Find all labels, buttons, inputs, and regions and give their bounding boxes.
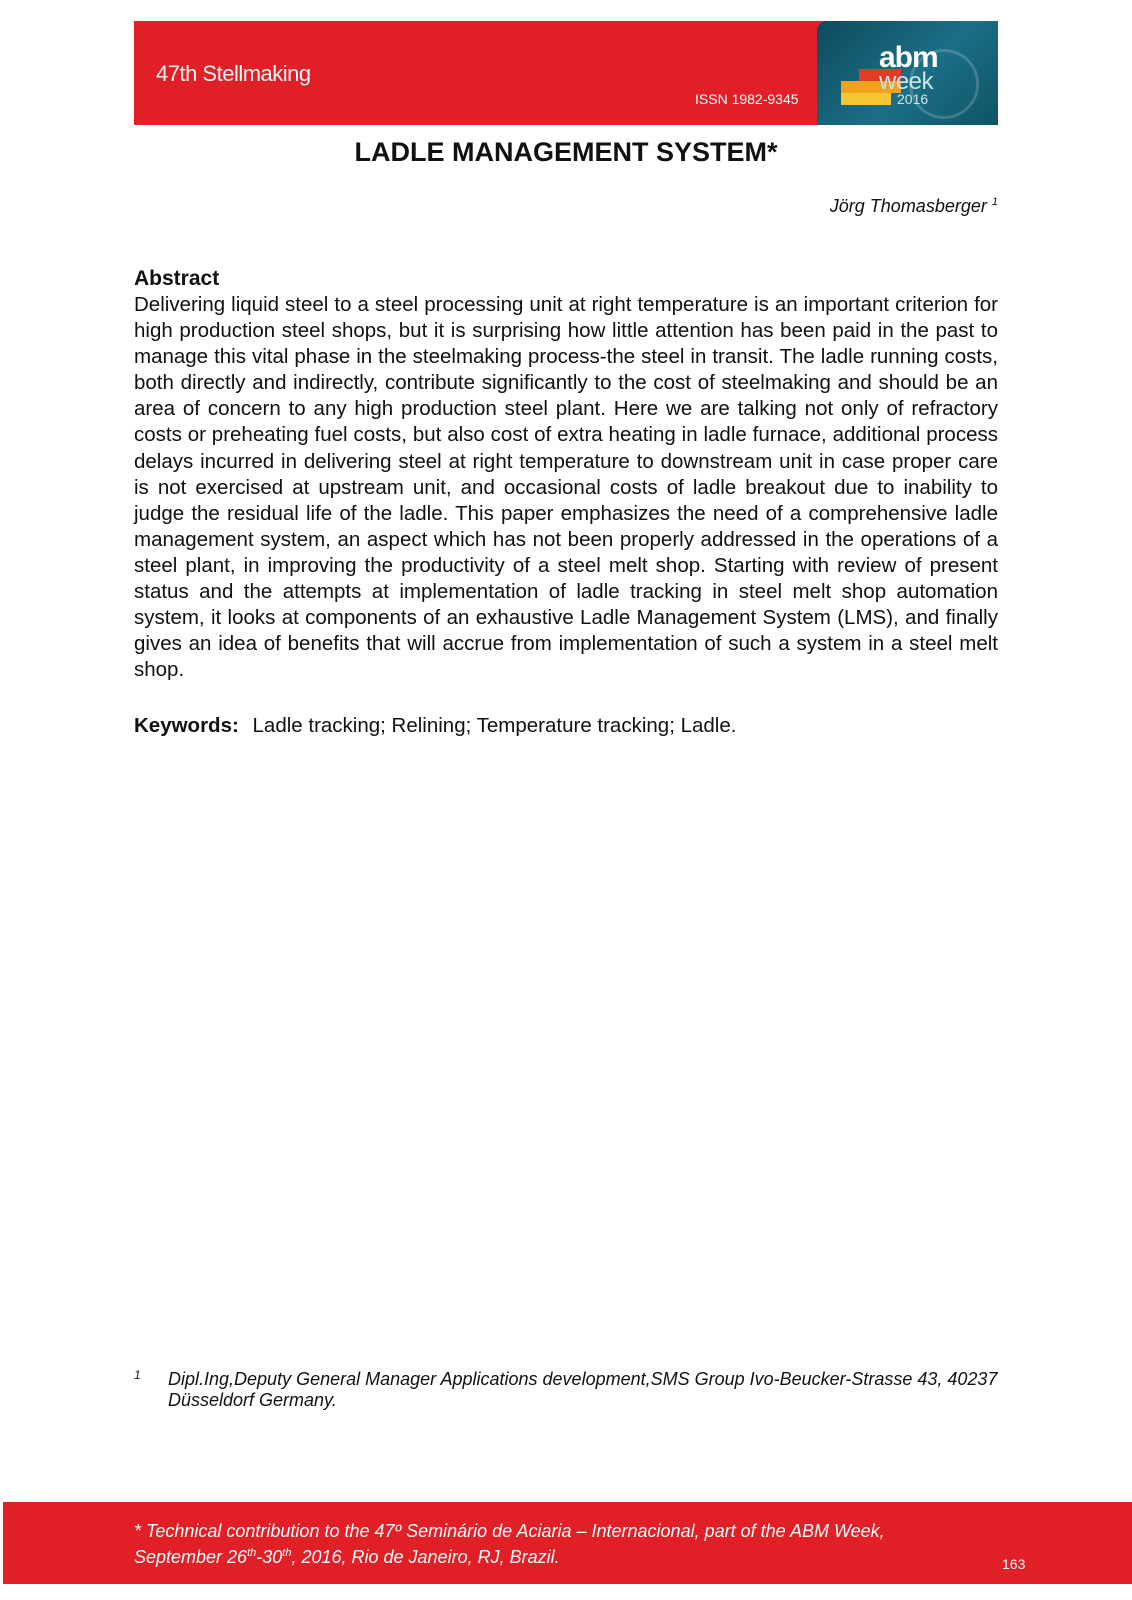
author-name: Jörg Thomasberger [829,196,987,216]
footer-note-line2-end: , 2016, Rio de Janeiro, RJ, Brazil. [291,1547,560,1567]
logo-word-week: week [879,68,934,95]
footnote [134,1369,998,1411]
page-number: 163 [1002,1556,1026,1572]
footer-sup-2: th [282,1547,292,1559]
logo-year: 2016 [897,91,929,107]
logo-word-abm: abm [879,41,938,74]
footer-band [3,1502,1132,1584]
footnote-text: Dipl.Ing,Deputy General Manager Applications development,SMS Group Ivo-Beucker-Strasse 43, 40237 Düsseldorf Germany. [168,1369,998,1410]
abm-week-logo [817,21,998,125]
footer-note-line2-mid: -30 [256,1547,283,1567]
footer-note [134,1520,1000,1568]
abstract-heading: Abstract [134,267,220,290]
author-affiliation-mark: 1 [991,196,998,208]
abstract-body: Delivering liquid steel to a steel processing unit at right temperature is an important criterion for high production steel shops, but it is surprising how little attention has been paid in the past to manage this vital phase in the steelmaking process-the steel in transit. The ladle running costs, both directly and indirectly, contribute significantly to the cost of steelmaking and should be an area of concern to any high production steel plant. Here we are talking not only of refractory costs or preheating fuel costs, but also cost of extra heating in ladle furnace, additional process delays incurred in delivering steel at right temperature to downstream unit in case proper care is not exercised at upstream unit, and occasional costs of ladle breakout due to inability to judge the residual life of the ladle. This paper emphasizes the need of a comprehensive ladle management system, an aspect which has not been properly addressed in the operations of a steel plant, in improving the productivity of a steel melt shop. Starting with review of present status and the attempts at implementation of ladle tracking in steel melt shop automation system, it looks at components of an exhaustive Ladle Management System (LMS), and finally gives an idea of benefits that will accrue from implementation of such a system in a steel melt shop. [134,293,998,682]
issn-label: ISSN 1982-9345 [695,91,799,107]
keywords-line [134,714,736,738]
author-line [830,196,998,217]
footer-note-line2-start: September 26 [134,1547,248,1567]
keywords-label: Keywords: [134,714,239,737]
footer-sup-1: th [247,1547,257,1559]
footnote-mark: 1 [134,1368,141,1382]
keywords-text: Ladle tracking; Relining; Temperature tracking; Ladle. [252,714,737,737]
event-name: 47th Stellmaking [156,61,311,86]
header-banner [134,21,998,125]
paper-title: LADLE MANAGEMENT SYSTEM* [354,137,778,167]
footer-note-line1: * Technical contribution to the 47º Seminário de Aciaria – Internacional, part of the ABM Week, [134,1521,885,1541]
